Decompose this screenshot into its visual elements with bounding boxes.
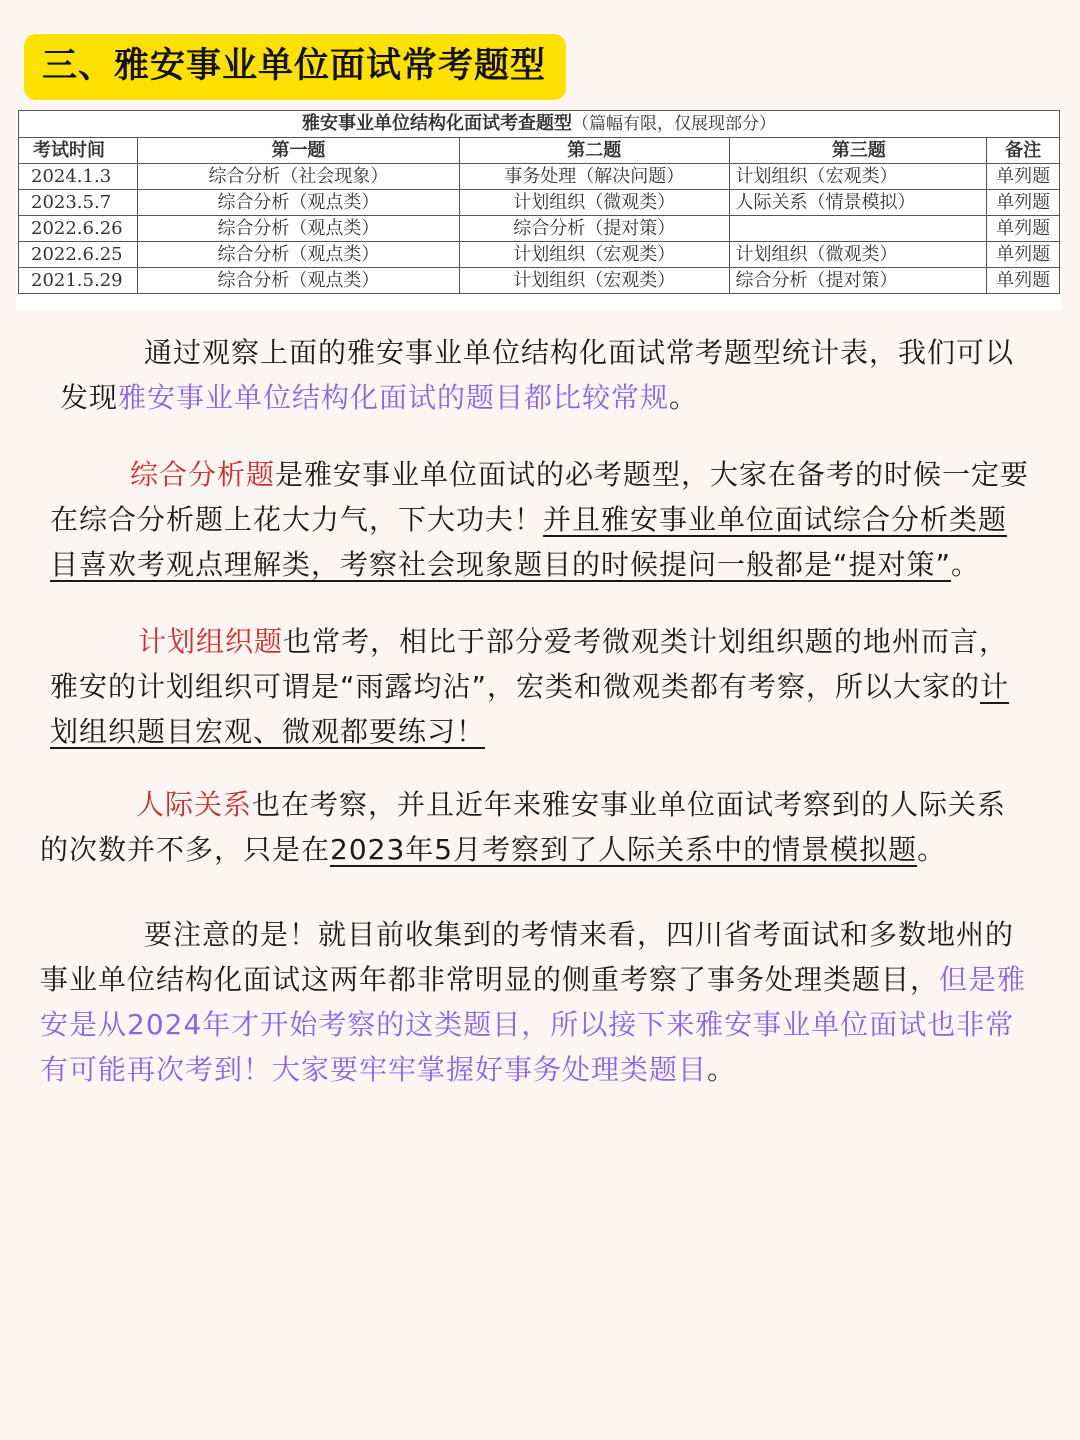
exam-type-table [18,110,1060,294]
comprehensive-analysis-end: 。 [951,548,981,581]
interpersonal-text: 也在考察，并且近年来雅安事业单位面试考察到的人际关系的次数并不多，只是在 [40,788,1007,866]
keyword-comprehensive-analysis: 综合分析题 [130,458,276,491]
paragraph-observation [40,330,1030,420]
attention-text: 要注意的是！就目前收集到的考情来看，四川省考面试和多数地州的事业单位结构化面试这两年都非常明显的侧重考察了事务处理类题目， [40,918,1015,996]
observation-text: 通过观察上面的雅安事业单位结构化面试常考题型统计表，我们可以发现 [60,336,1015,414]
table-row [19,216,1060,242]
observation-highlight: 雅安事业单位结构化面试的题目都比较常规 [118,381,670,414]
cell-q1: 综合分析（观点类） [137,268,459,294]
cell-remark: 单列题 [987,216,1060,242]
table-caption [19,111,1060,138]
paragraph-planning-organizing [40,619,1030,754]
cell-q2: 事务处理（解决问题） [460,164,729,190]
cell-q3 [729,216,987,242]
section-title: 三、雅安事业单位面试常考题型 [24,34,566,100]
cell-date: 2023.5.7 [19,190,138,216]
cell-q2: 计划组织（宏观类） [460,268,729,294]
cell-remark: 单列题 [987,164,1060,190]
keyword-planning-organizing: 计划组织题 [138,625,284,658]
attention-highlight: 但是雅安是从2024年才开始考察的这类题目，所以接下来雅安事业单位面试也非常有可能再次考到！大家要牢牢掌握好事务处理类题目 [40,963,1027,1086]
cell-q2: 综合分析（提对策） [460,216,729,242]
table-caption-main: 雅安事业单位结构化面试考查题型 [302,113,572,134]
comprehensive-analysis-text: 是雅安事业单位面试的必考题型，大家在备考的时候一定要在综合分析题上花大力气，下大功夫！ [50,458,1030,536]
table-header-row [19,138,1060,164]
table-row [19,268,1060,294]
interpersonal-end: 。 [917,833,947,866]
table-row [19,242,1060,268]
cell-q1: 综合分析（观点类） [137,242,459,268]
cell-q1: 综合分析（观点类） [137,190,459,216]
observation-end: 。 [669,381,699,414]
header-remarks: 备注 [987,138,1060,164]
cell-q3: 综合分析（提对策） [729,268,987,294]
cell-date: 2021.5.29 [19,268,138,294]
cell-q3: 计划组织（宏观类） [729,164,987,190]
header-second-question: 第二题 [460,138,729,164]
cell-q1: 综合分析（社会现象） [137,164,459,190]
cell-date: 2024.1.3 [19,164,138,190]
header-exam-time: 考试时间 [19,138,138,164]
cell-remark: 单列题 [987,190,1060,216]
interpersonal-underlined: 2023年5月考察到了人际关系中的情景模拟题 [330,833,918,866]
attention-end: 。 [707,1053,737,1086]
cell-remark: 单列题 [987,242,1060,268]
table-caption-note: （篇幅有限，仅展现部分） [572,114,776,134]
cell-remark: 单列题 [987,268,1060,294]
cell-date: 2022.6.25 [19,242,138,268]
cell-q1: 综合分析（观点类） [137,216,459,242]
cell-q2: 计划组织（宏观类） [460,242,729,268]
table-row [19,164,1060,190]
cell-q3: 人际关系（情景模拟） [729,190,987,216]
article-body [40,330,1030,1092]
keyword-interpersonal: 人际关系 [136,788,253,821]
planning-organizing-underlined: 计划组织题目宏观、微观都要练习！ [50,670,1010,748]
paragraph-interpersonal [40,782,1030,872]
comprehensive-analysis-underlined: 并且雅安事业单位面试综合分析类题目喜欢考观点理解类，考察社会现象题目的时候提问一般都是“提对策” [50,503,1008,581]
exam-type-table-image [16,110,1062,310]
cell-q2: 计划组织（微观类） [460,190,729,216]
table-row [19,190,1060,216]
cell-date: 2022.6.26 [19,216,138,242]
paragraph-attention [40,912,1030,1092]
cell-q3: 计划组织（微观类） [729,242,987,268]
paragraph-comprehensive-analysis [40,452,1030,587]
header-third-question: 第三题 [729,138,987,164]
planning-organizing-text: 也常考，相比于部分爱考微观类计划组织题的地州而言，雅安的计划组织可谓是“雨露均沾”，宏类和微观类都有考察，所以大家的 [50,625,1009,703]
header-first-question: 第一题 [137,138,459,164]
